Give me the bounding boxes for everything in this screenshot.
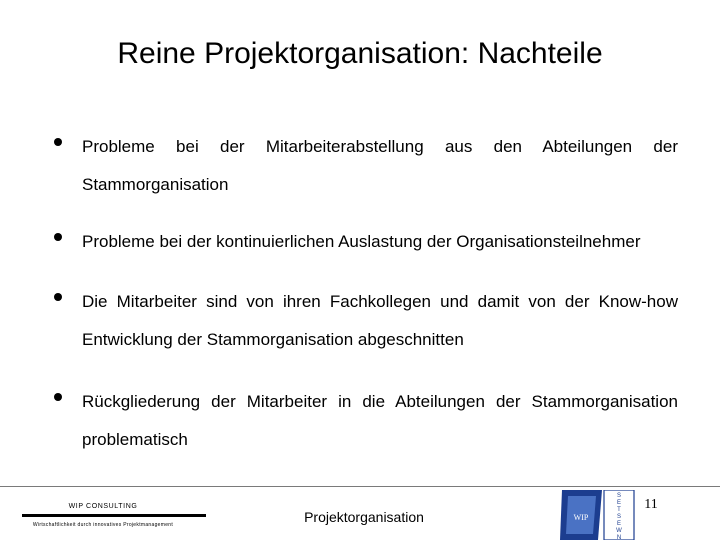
bullet-dot <box>54 138 62 146</box>
bullet-spacer <box>46 204 678 223</box>
logo-letter: E <box>616 521 622 527</box>
bullet-item <box>46 128 678 204</box>
logo-letter: S <box>616 493 622 499</box>
bullet-spacer <box>46 261 678 283</box>
bullet-dot <box>54 293 62 301</box>
logo-letter: S <box>616 514 622 520</box>
bullet-dot <box>54 393 62 401</box>
bullet-item <box>46 223 678 261</box>
bullet-line: Entwicklung der Stammorganisation abgeschnitten <box>82 330 464 349</box>
bullet-dot <box>54 233 62 241</box>
footer-brand-tagline: Wirtschaftlichkeit durch innovatives Projektmanagement <box>32 522 174 528</box>
slide-title: Reine Projektorganisation: Nachteile <box>117 37 603 70</box>
logo-letter: T <box>617 507 621 513</box>
bullet-line: Die Mitarbeiter sind von ihren Fachkollegen und damit von der Know-how <box>82 292 678 311</box>
bullet-line: Probleme bei der Mitarbeiterabstellung aus den Abteilungen der <box>82 137 678 156</box>
page-number: 11 <box>644 497 658 512</box>
footer-brand-bar <box>22 514 206 517</box>
company-logo <box>560 490 636 540</box>
logo-letter: E <box>616 500 622 506</box>
logo-letter: W <box>616 528 622 534</box>
bullet-item <box>46 283 678 359</box>
bullet-line: Stammorganisation <box>82 175 229 194</box>
bullet-line: problematisch <box>82 430 188 449</box>
logo-monogram: WIP <box>573 513 589 522</box>
bullet-line: Rückgliederung der Mitarbeiter in die Abteilungen der Stammorganisation <box>82 392 678 411</box>
bullet-spacer <box>46 359 678 383</box>
footer-divider <box>0 486 720 487</box>
footer-center-text: Projektorganisation <box>304 509 424 525</box>
bullet-line: Probleme bei der kontinuierlichen Auslastung der Organisationsteilnehmer <box>82 232 641 251</box>
footer-brand-name: WIP CONSULTING <box>68 503 138 510</box>
logo-letter: N <box>616 535 622 540</box>
bullet-item <box>46 383 678 459</box>
bullet-list <box>46 128 678 459</box>
